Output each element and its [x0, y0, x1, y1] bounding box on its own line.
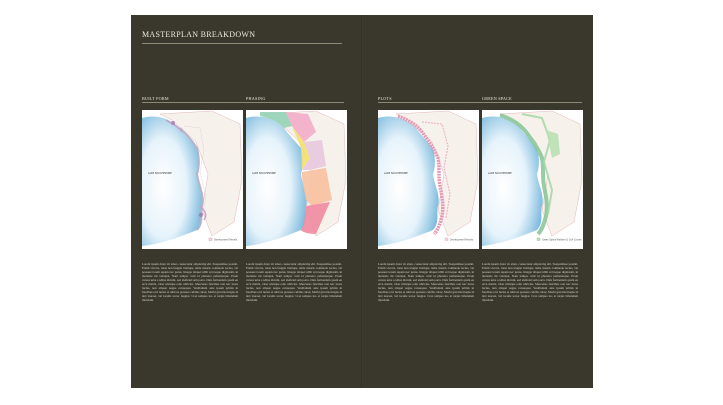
body-paragraph: Lorem ipsum dolor sit amet, consectetur adipiscing elit. Suspendisse potenti. Etiam viverra, risus non feugiat tristique, nulla mauris commodo lectus, vel posuere lorem sapien nec purus. Integer aliquet nibh vel neque dignissim, in molestie mi volutpat. Nam tempor velit id pharetra pellentesque. Proin cursus urna a tellus dictum, sed eleifend sem porta. Duis fermentum quam eu arcu mattis, vitae tristique odio ultricies. Maecenas faucibus erat nec lacus luctus, non aliquet augue consequat. Vestibulum ante ipsum primis in faucibus orci luctus et ultrices posuere cubilia curae; Morbi gravida magna id nisl laoreet, vel iaculis tortor feugiat. Cras tempus leo at turpis bibendum interdum.	[142, 262, 238, 302]
title-divider	[142, 43, 342, 44]
section-label-phasing: PHASING	[246, 96, 266, 101]
map-legend: Development Parcels	[214, 238, 238, 242]
lake-label: LAKE SOUCHEZONE	[252, 172, 276, 175]
section-label-plots: PLOTS	[378, 96, 392, 101]
page-title: MASTERPLAN BREAKDOWN	[142, 30, 256, 39]
lake-label: LAKE SOUCHEZONE	[148, 172, 172, 175]
lake-label: LAKE SOUCHEZONE	[384, 172, 408, 175]
section-divider-left	[142, 102, 344, 103]
map-plots	[378, 110, 479, 249]
body-paragraph: Lorem ipsum dolor sit amet, consectetur adipiscing elit. Suspendisse potenti. Etiam viverra, risus non feugiat tristique, nulla mauris commodo lectus, vel posuere lorem sapien nec purus. Integer aliquet nibh vel neque dignissim, in molestie mi volutpat. Nam tempor velit id pharetra pellentesque. Proin cursus urna a tellus dictum, sed eleifend sem porta. Duis fermentum quam eu arcu mattis, vitae tristique odio ultricies. Maecenas faucibus erat nec lacus luctus, non aliquet augue consequat. Vestibulum ante ipsum primis in faucibus orci luctus et ultrices posuere cubilia curae; Morbi gravida magna id nisl laoreet, vel iaculis tortor feugiat. Cras tempus leo at turpis bibendum interdum.	[482, 262, 578, 302]
section-label-built-form: BUILT FORM	[142, 96, 169, 101]
brochure-spread	[131, 15, 593, 388]
section-label-green-space: GREEN SPACE	[482, 96, 512, 101]
map-legend: Green Space Wetland & Golf Course	[542, 238, 582, 242]
map-legend: Development Parcels	[450, 238, 474, 242]
body-paragraph: Lorem ipsum dolor sit amet, consectetur adipiscing elit. Suspendisse potenti. Etiam viverra, risus non feugiat tristique, nulla mauris commodo lectus, vel posuere lorem sapien nec purus. Integer aliquet nibh vel neque dignissim, in molestie mi volutpat. Nam tempor velit id pharetra pellentesque. Proin cursus urna a tellus dictum, sed eleifend sem porta. Duis fermentum quam eu arcu mattis, vitae tristique odio ultricies. Maecenas faucibus erat nec lacus luctus, non aliquet augue consequat. Vestibulum ante ipsum primis in faucibus orci luctus et ultrices posuere cubilia curae; Morbi gravida magna id nisl laoreet, vel iaculis tortor feugiat. Cras tempus leo at turpis bibendum interdum.	[378, 262, 474, 302]
body-paragraph: Lorem ipsum dolor sit amet, consectetur adipiscing elit. Suspendisse potenti. Etiam viverra, risus non feugiat tristique, nulla mauris commodo lectus, vel posuere lorem sapien nec purus. Integer aliquet nibh vel neque dignissim, in molestie mi volutpat. Nam tempor velit id pharetra pellentesque. Proin cursus urna a tellus dictum, sed eleifend sem porta. Duis fermentum quam eu arcu mattis, vitae tristique odio ultricies. Maecenas faucibus erat nec lacus luctus, non aliquet augue consequat. Vestibulum ante ipsum primis in faucibus orci luctus et ultrices posuere cubilia curae; Morbi gravida magna id nisl laoreet, vel iaculis tortor feugiat. Cras tempus leo at turpis bibendum interdum.	[246, 262, 342, 302]
map-built-form	[142, 110, 243, 249]
map-green-space	[482, 110, 583, 249]
lake-label: LAKE SOUCHEZONE	[488, 172, 512, 175]
map-phasing	[246, 110, 347, 249]
section-divider-right	[378, 102, 582, 103]
